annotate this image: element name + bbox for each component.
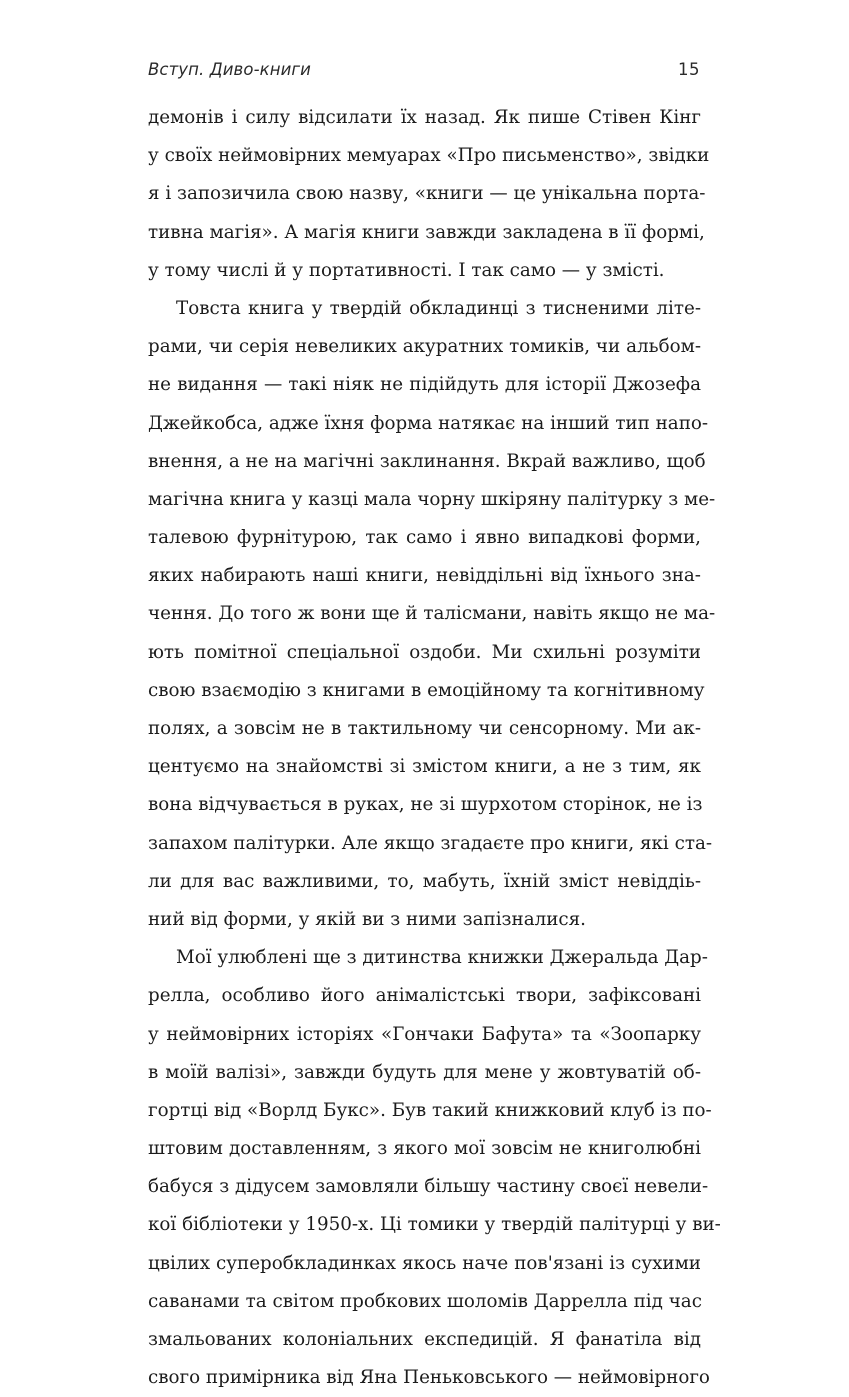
page-number: 15 [678,60,700,79]
text-line: у своїх неймовірних мемуарах «Про письменство», звідки [148,145,710,167]
running-header [148,60,700,88]
text-line: ли для вас важливими, то, мабуть, їхній зміст невіддіь- [148,870,701,892]
text-line: не видання — такі ніяк не підійдуть для історії Джозефа [148,374,701,396]
text-line: рами, чи серія невеликих акуратних томиків, чи альбом- [148,336,701,358]
text-line: ють помітної спеціальної оздоби. Ми схильні розуміти [148,641,701,663]
text-line: саванами та світом пробкових шоломів Даррелла під час [148,1290,702,1312]
text-line: талевою фурнітурою, так само і явно випадкові форми, [148,527,701,549]
text-line: центуємо на знайомстві зі змістом книги, а не з тим, як [148,756,701,778]
text-line: внення, а не на магічні заклинання. Вкрай важливо, щоб [148,450,706,472]
text-line: Джейкобса, адже їхня форма натякає на інший тип напо- [148,412,709,434]
text-line: ний від форми, у якій ви з ними запізналися. [148,908,586,930]
running-title: Вступ. Диво-книги [148,60,312,79]
text-line: демонів і силу відсилати їх назад. Як пише Стівен Кінг [148,107,701,128]
text-line: чення. До того ж вони ще й талісмани, навіть якщо не ма- [148,603,716,625]
text-line: змальованих колоніальних експедицій. Я фанатіла від [148,1329,701,1350]
text-line: релла, особливо його анімалістські твори, зафіксовані [148,985,701,1007]
paragraph [148,939,721,1397]
text-line: бабуся з дідусем замовляли більшу частину своєї невели- [148,1176,709,1198]
text-line: я і запозичила свою назву, «книги — це унікальна порта- [148,183,706,205]
text-line: яких набирають наші книги, невіддільні від їхнього зна- [148,565,701,587]
text-line: свою взаємодію з книгами в емоційному та когнітивному [148,679,705,701]
text-line: свого примірника від Яна Пеньковського — неймовірного [148,1367,710,1389]
text-line: Товста книга у твердій обкладинці з тисненими літе- [176,297,701,319]
text-line: штовим доставленням, з якого мої зовсім не книголюбні [148,1138,701,1160]
text-line: у тому числі й у портативності. І так само — у змісті. [148,259,665,281]
text-line: вона відчувається в руках, не зі шурхотом сторінок, не із [148,794,703,816]
paragraph [148,99,710,290]
text-line: Мої улюблені ще з дитинства книжки Джеральда Дар- [176,947,708,969]
text-line: полях, а зовсім не в тактильному чи сенсорному. Ми ак- [148,718,701,739]
text-line: кої бібліотеки у 1950-х. Ці томики у твердій палітурці у ви- [148,1214,721,1236]
text-line: гортці від «Ворлд Букс». Був такий книжковий клуб із по- [148,1099,712,1121]
text-line: магічна книга у казці мала чорну шкіряну палітурку з ме- [148,488,716,510]
text-line: запахом палітурки. Але якщо згадаєте про книги, які ста- [148,832,713,854]
text-line: у неймовірних історіях «Гончаки Бафута» та «Зоопарку [148,1023,701,1045]
text-line: цвілих суперобкладинках якось наче пов'язані із сухими [148,1252,701,1274]
text-line: в моїй валізі», завжди будуть для мене у жовтуватій об- [148,1061,701,1083]
paragraph [148,290,716,939]
text-line: тивна магія». А магія книги завжди закладена в її формі, [148,221,705,243]
body-text [148,99,721,1397]
